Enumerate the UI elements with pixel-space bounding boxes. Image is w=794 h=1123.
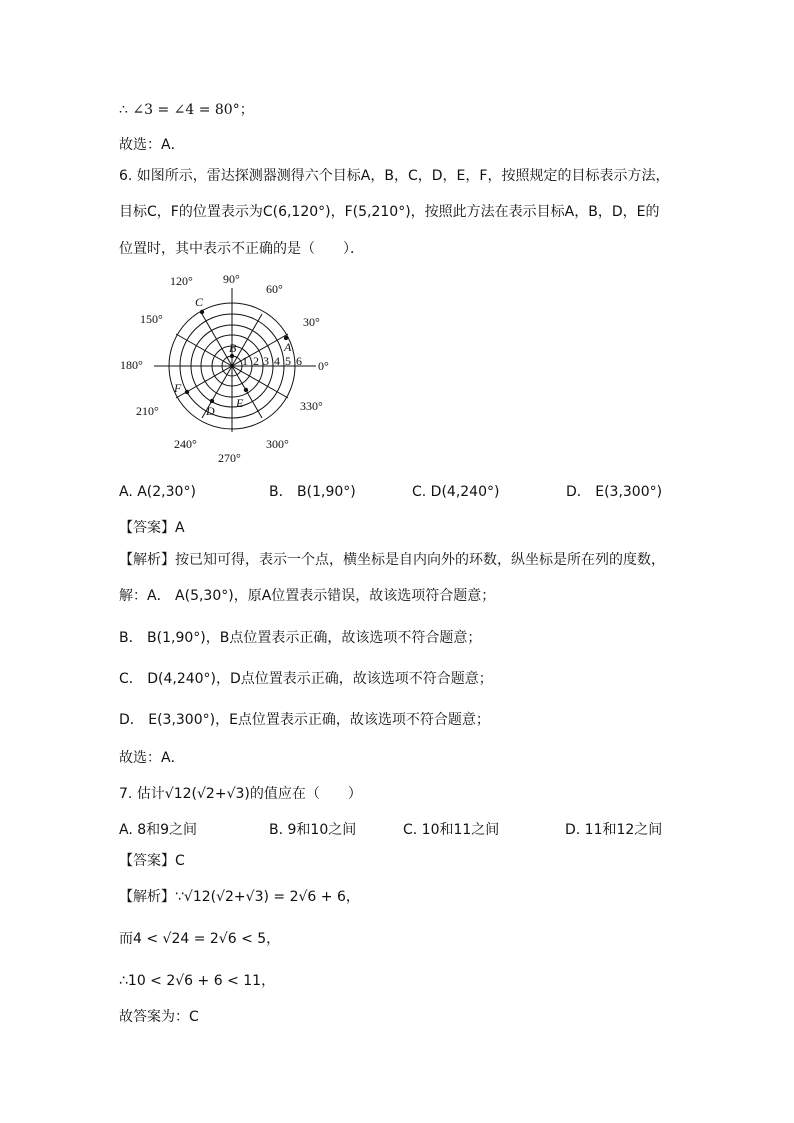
q7-option-c: C. 10和11之间 <box>403 822 500 838</box>
angle-label-30: 30° <box>303 315 320 329</box>
angle-label-120: 120° <box>170 274 193 288</box>
point-e <box>244 388 248 392</box>
angle-label-90: 90° <box>223 272 240 286</box>
q6-option-b: B． B(1,90°) <box>269 484 356 500</box>
prev-conclusion-line: ∴ ∠3 = ∠4 = 80°； <box>119 102 254 118</box>
q7-stem: 7. 估计√12(√2+√3)的值应在（ ） <box>119 786 362 802</box>
point-label-c: C <box>195 295 204 309</box>
q7-option-a: A. 8和9之间 <box>119 822 198 838</box>
point-c <box>200 310 204 314</box>
point-label-d: D <box>206 404 215 418</box>
q7-answer: 【答案】C <box>119 853 185 869</box>
svg-text:2: 2 <box>253 354 259 368</box>
angle-label-210: 210° <box>136 404 159 418</box>
svg-text:3: 3 <box>263 354 269 368</box>
angle-label-180: 180° <box>120 358 143 372</box>
q7-analysis: 【解析】∵√12(√2+√3) = 2√6 + 6， <box>119 889 360 905</box>
svg-text:6: 6 <box>296 354 302 368</box>
point-d <box>210 399 214 403</box>
point-f <box>185 390 189 394</box>
q7-step2: ∴10 < 2√6 + 6 < 11， <box>119 973 276 989</box>
q6-option-a: A. A(2,30°) <box>119 484 196 500</box>
point-label-f: F <box>174 381 182 395</box>
q7-final: 故答案为：C <box>119 1009 199 1025</box>
svg-text:5: 5 <box>285 354 291 368</box>
q6-answer: 【答案】A <box>119 520 185 536</box>
prev-choose-line: 故选：A． <box>119 137 185 153</box>
svg-text:1: 1 <box>242 354 248 368</box>
q6-solution-d: D． E(3,300°)，E点位置表示正确，故该选项不符合题意； <box>119 712 490 728</box>
q6-analysis: 【解析】按已知可得，表示一个点，横坐标是自内向外的环数，纵坐标是所在列的度数， <box>119 552 665 568</box>
q7-option-d: D. 11和12之间 <box>565 822 663 838</box>
q6-stem-line1: 6. 如图所示，雷达探测器测得六个目标A，B，C，D，E，F，按照规定的目标表示方法， <box>119 168 670 184</box>
q6-option-d: D． E(3,300°) <box>566 484 663 500</box>
angle-label-150: 150° <box>140 312 163 326</box>
angle-label-240: 240° <box>174 437 197 451</box>
q6-choose: 故选：A． <box>119 750 185 766</box>
point-label-b: B <box>229 341 237 355</box>
q6-solution-b: B． B(1,90°)，B点位置表示正确，故该选项不符合题意； <box>119 630 482 646</box>
point-label-e: E <box>236 396 244 410</box>
angle-label-300: 300° <box>266 437 289 451</box>
q6-stem-line3: 位置时，其中表示不正确的是（ ）． <box>119 241 364 257</box>
q7-option-b: B. 9和10之间 <box>269 822 357 838</box>
q6-stem-line2: 目标C，F的位置表示为C(6,120°)，F(5,210°)，按照此方法在表示目标A，B，D，E的 <box>119 204 660 220</box>
angle-label-0: 0° <box>318 359 329 373</box>
q6-solution-a: 解：A． A(5,30°)，原A位置表示错误，故该选项符合题意； <box>119 588 496 604</box>
angle-label-270: 270° <box>218 451 241 465</box>
angle-label-60: 60° <box>266 282 283 296</box>
q6-solution-c: C． D(4,240°)，D点位置表示正确，故该选项不符合题意； <box>119 671 493 687</box>
point-label-a: A <box>284 340 292 354</box>
angle-label-330: 330° <box>300 399 323 413</box>
q6-option-c: C. D(4,240°) <box>412 484 500 500</box>
q7-step1: 而4 < √24 = 2√6 < 5， <box>119 931 281 947</box>
svg-text:4: 4 <box>274 354 280 368</box>
angle-labels <box>120 272 329 465</box>
radar-polar-figure <box>120 268 340 466</box>
